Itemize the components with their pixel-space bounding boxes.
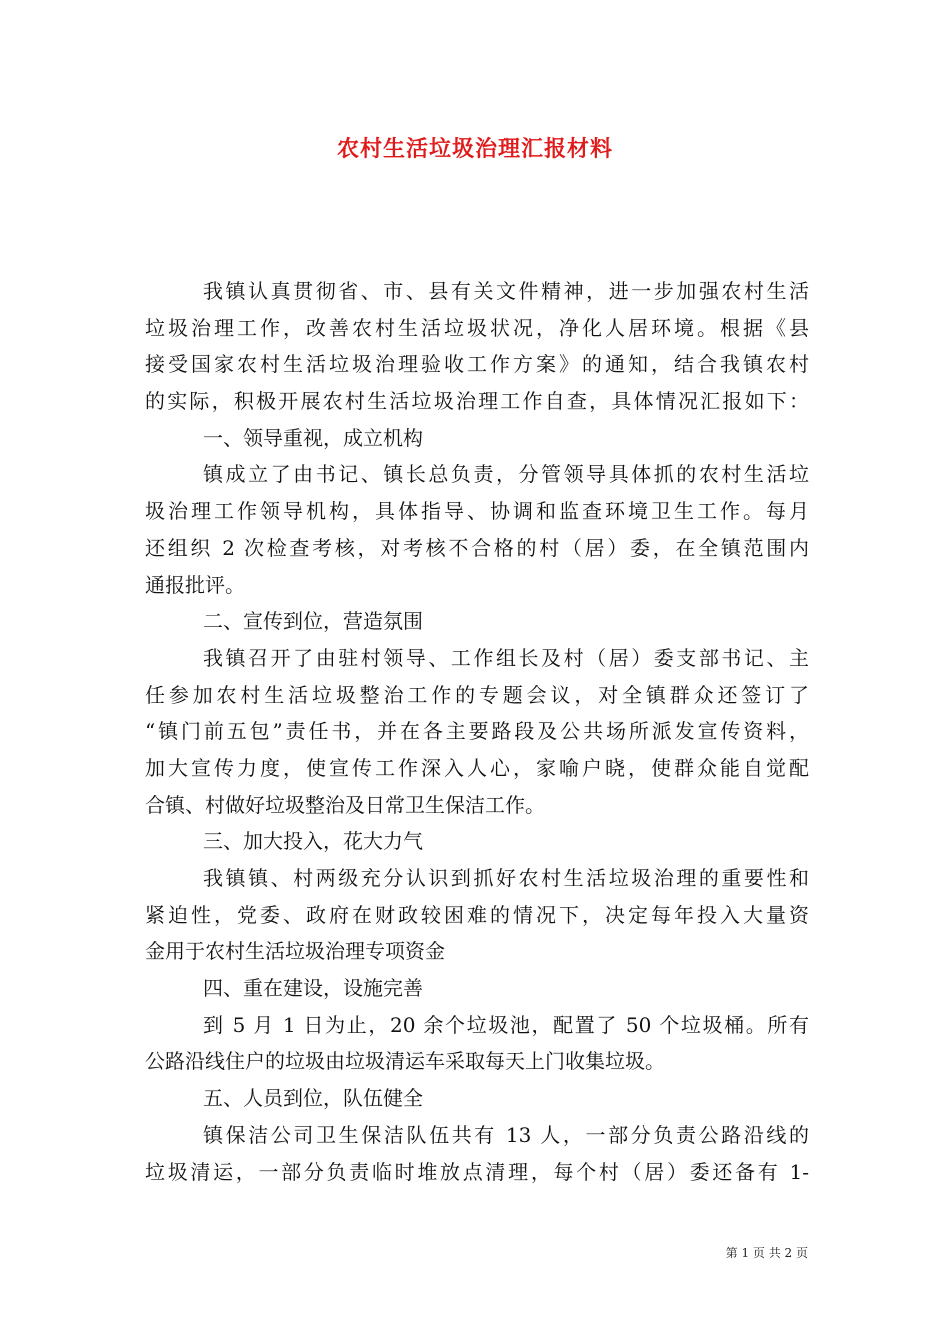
text-line: 镇保洁公司卫生保洁队伍共有 13 人，一部分负责公路沿线的	[203, 1122, 809, 1147]
text-line: 公路沿线住户的垃圾由垃圾清运车采取每天上门收集垃圾。	[145, 1049, 665, 1074]
text-line: 五、人员到位，队伍健全	[203, 1086, 423, 1111]
text-line: 的实际，积极开展农村生活垃圾治理工作自查，具体情况汇报如下：	[145, 389, 809, 414]
text-line: 接受国家农村生活垃圾治理验收工作方案》的通知，结合我镇农村	[145, 352, 809, 377]
text-line: 金用于农村生活垃圾治理专项资金	[145, 939, 445, 964]
text-line: 通报批评。	[145, 572, 245, 597]
text-line: 任参加农村生活垃圾整治工作的专题会议，对全镇群众还签订了	[145, 682, 809, 707]
text-line: “镇门前五包”责任书，并在各主要路段及公共场所派发宣传资料，	[145, 719, 809, 744]
page-title: 农村生活垃圾治理汇报材料	[336, 136, 613, 162]
text-line: 二、宣传到位，营造氛围	[203, 609, 423, 634]
text-line: 镇成立了由书记、镇长总负责，分管领导具体抓的农村生活垃	[203, 462, 809, 487]
text-line: 圾治理工作领导机构，具体指导、协调和监查环境卫生工作。每月	[145, 499, 809, 524]
text-line: 四、重在建设，设施完善	[203, 976, 423, 1001]
text-line: 还组织 2 次检查考核，对考核不合格的村（居）委，在全镇范围内	[145, 535, 809, 560]
text-line: 一、领导重视，成立机构	[203, 425, 423, 450]
text-line: 加大宣传力度，使宣传工作深入人心，家喻户晓，使群众能自觉配	[145, 755, 809, 780]
page-number: 第 1 页 共 2 页	[725, 1246, 808, 1260]
text-line: 三、加大投入，花大力气	[203, 829, 423, 854]
text-line: 我镇认真贯彻省、市、县有关文件精神，进一步加强农村生活	[203, 279, 809, 303]
text-line: 垃圾治理工作，改善农村生活垃圾状况，净化人居环境。根据《县	[145, 315, 809, 340]
text-line: 垃圾清运，一部分负责临时堆放点清理，每个村（居）委还备有 1-	[145, 1159, 809, 1184]
text-line: 我镇召开了由驻村领导、工作组长及村（居）委支部书记、主	[203, 645, 809, 670]
text-line: 合镇、村做好垃圾整治及日常卫生保洁工作。	[145, 792, 545, 817]
text-line: 到 5 月 1 日为止，20 余个垃圾池，配置了 50 个垃圾桶。所有	[203, 1012, 809, 1037]
document-body	[145, 273, 809, 1190]
text-line: 紧迫性，党委、政府在财政较困难的情况下，决定每年投入大量资	[145, 902, 809, 927]
text-line: 我镇镇、村两级充分认识到抓好农村生活垃圾治理的重要性和	[203, 866, 809, 890]
